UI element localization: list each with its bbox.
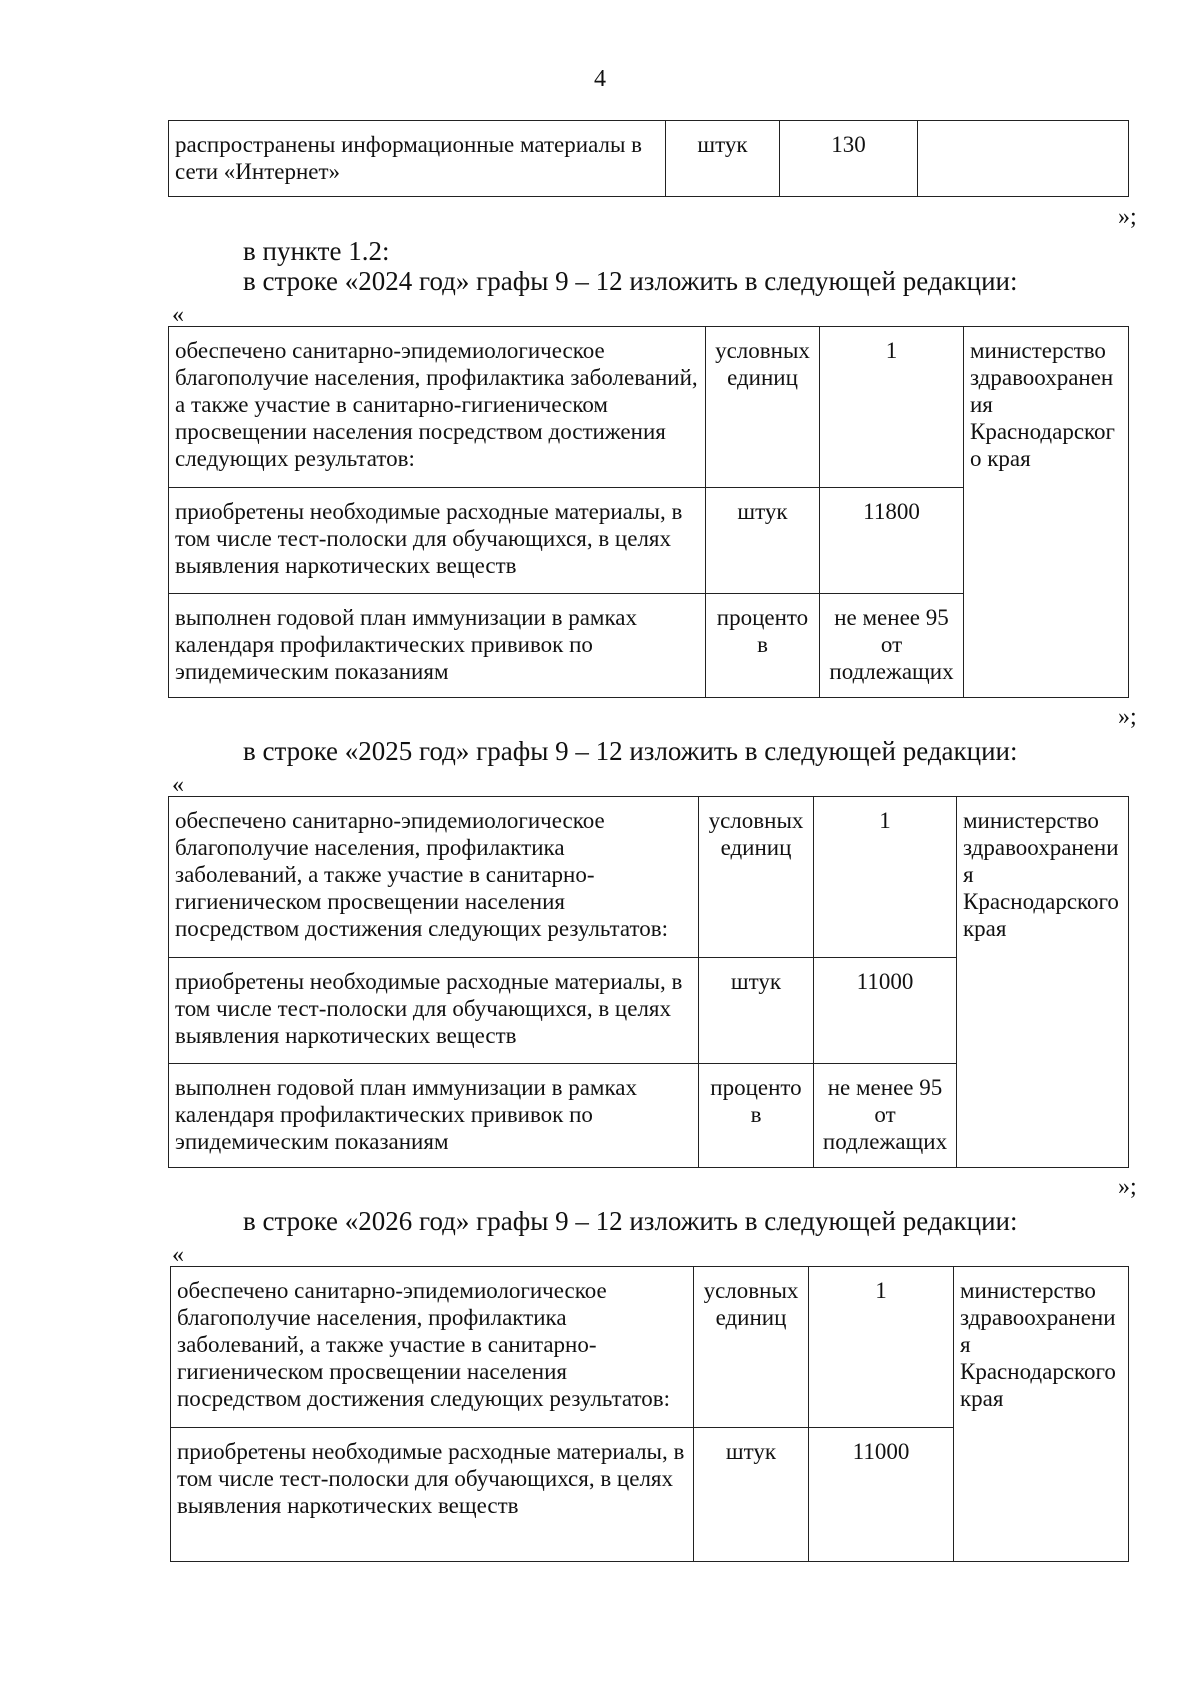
- result-text: приобретены необходимые расходные материалы, в том числе тест-полоски для обучающихся, в целях выявления наркотических веществ: [169, 958, 699, 1064]
- closing-quote: »;: [1118, 704, 1137, 730]
- result-text: обеспечено санитарно-эпидемиологическое благополучие населения, профилактика заболеваний, а также участие в санитарно-гигиеническом просвещении населения посредством достижения следующих результатов:: [171, 1267, 694, 1428]
- unit-cell: условных единиц: [706, 327, 820, 488]
- responsible-cell: министерство здравоохранения Краснодарского края: [954, 1267, 1129, 1562]
- unit-cell: штук: [694, 1428, 809, 1562]
- table-row: [169, 797, 1129, 958]
- closing-quote: »;: [1118, 204, 1137, 230]
- value-cell: 1: [814, 797, 957, 958]
- value-cell: 11000: [809, 1428, 954, 1562]
- table-2024: [168, 326, 1129, 698]
- section-2-instruction: в строке «2025 год» графы 9 – 12 изложить в следующей редакции:: [243, 736, 1018, 766]
- table-row: [169, 121, 1129, 197]
- section-3-instruction: в строке «2026 год» графы 9 – 12 изложить в следующей редакции:: [243, 1206, 1018, 1236]
- table-2025: [168, 796, 1129, 1168]
- opening-quote: «: [172, 302, 184, 328]
- unit-cell: условных единиц: [699, 797, 814, 958]
- section-1-instruction: в строке «2024 год» графы 9 – 12 изложить в следующей редакции:: [243, 266, 1018, 296]
- unit-cell: процентов: [699, 1064, 814, 1168]
- page-number: 4: [594, 66, 606, 92]
- value-cell: 11800: [820, 488, 964, 594]
- responsible-cell: министерство здравоохранения Краснодарского края: [957, 797, 1129, 1168]
- unit-cell: условных единиц: [694, 1267, 809, 1428]
- result-text: распространены информационные материалы в сети «Интернет»: [169, 121, 666, 197]
- unit-cell: процентов: [706, 594, 820, 698]
- table-2026: [170, 1266, 1129, 1562]
- result-text: приобретены необходимые расходные материалы, в том числе тест-полоски для обучающихся, в целях выявления наркотических веществ: [171, 1428, 694, 1562]
- result-text: обеспечено санитарно-эпидемиологическое благополучие населения, профилактика заболеваний, а также участие в санитарно-гигиеническом просвещении населения посредством достижения следующих результатов:: [169, 797, 699, 958]
- value-cell: 1: [820, 327, 964, 488]
- table-row: [171, 1267, 1129, 1428]
- unit-cell: штук: [699, 958, 814, 1064]
- value-cell: 11000: [814, 958, 957, 1064]
- value-cell: 130: [780, 121, 918, 197]
- responsible-cell: [918, 121, 1129, 197]
- value-cell: не менее 95 от подлежащих: [814, 1064, 957, 1168]
- table-row: [169, 327, 1129, 488]
- unit-cell: штук: [666, 121, 780, 197]
- closing-quote: »;: [1118, 1174, 1137, 1200]
- result-text: обеспечено санитарно-эпидемиологическое благополучие населения, профилактика заболеваний, а также участие в санитарно-гигиеническом просвещении населения посредством достижения следующих результатов:: [169, 327, 706, 488]
- result-text: приобретены необходимые расходные материалы, в том числе тест-полоски для обучающихся, в целях выявления наркотических веществ: [169, 488, 706, 594]
- unit-cell: штук: [706, 488, 820, 594]
- result-text: выполнен годовой план иммунизации в рамках календаря профилактических прививок по эпидемическим показаниям: [169, 594, 706, 698]
- section-1-heading: в пункте 1.2:: [243, 236, 390, 266]
- table-continuation: [168, 120, 1129, 197]
- responsible-cell: министерство здравоохранения Краснодарского края: [964, 327, 1129, 698]
- opening-quote: «: [172, 772, 184, 798]
- result-text: выполнен годовой план иммунизации в рамках календаря профилактических прививок по эпидемическим показаниям: [169, 1064, 699, 1168]
- opening-quote: «: [172, 1242, 184, 1268]
- value-cell: 1: [809, 1267, 954, 1428]
- value-cell: не менее 95 от подлежащих: [820, 594, 964, 698]
